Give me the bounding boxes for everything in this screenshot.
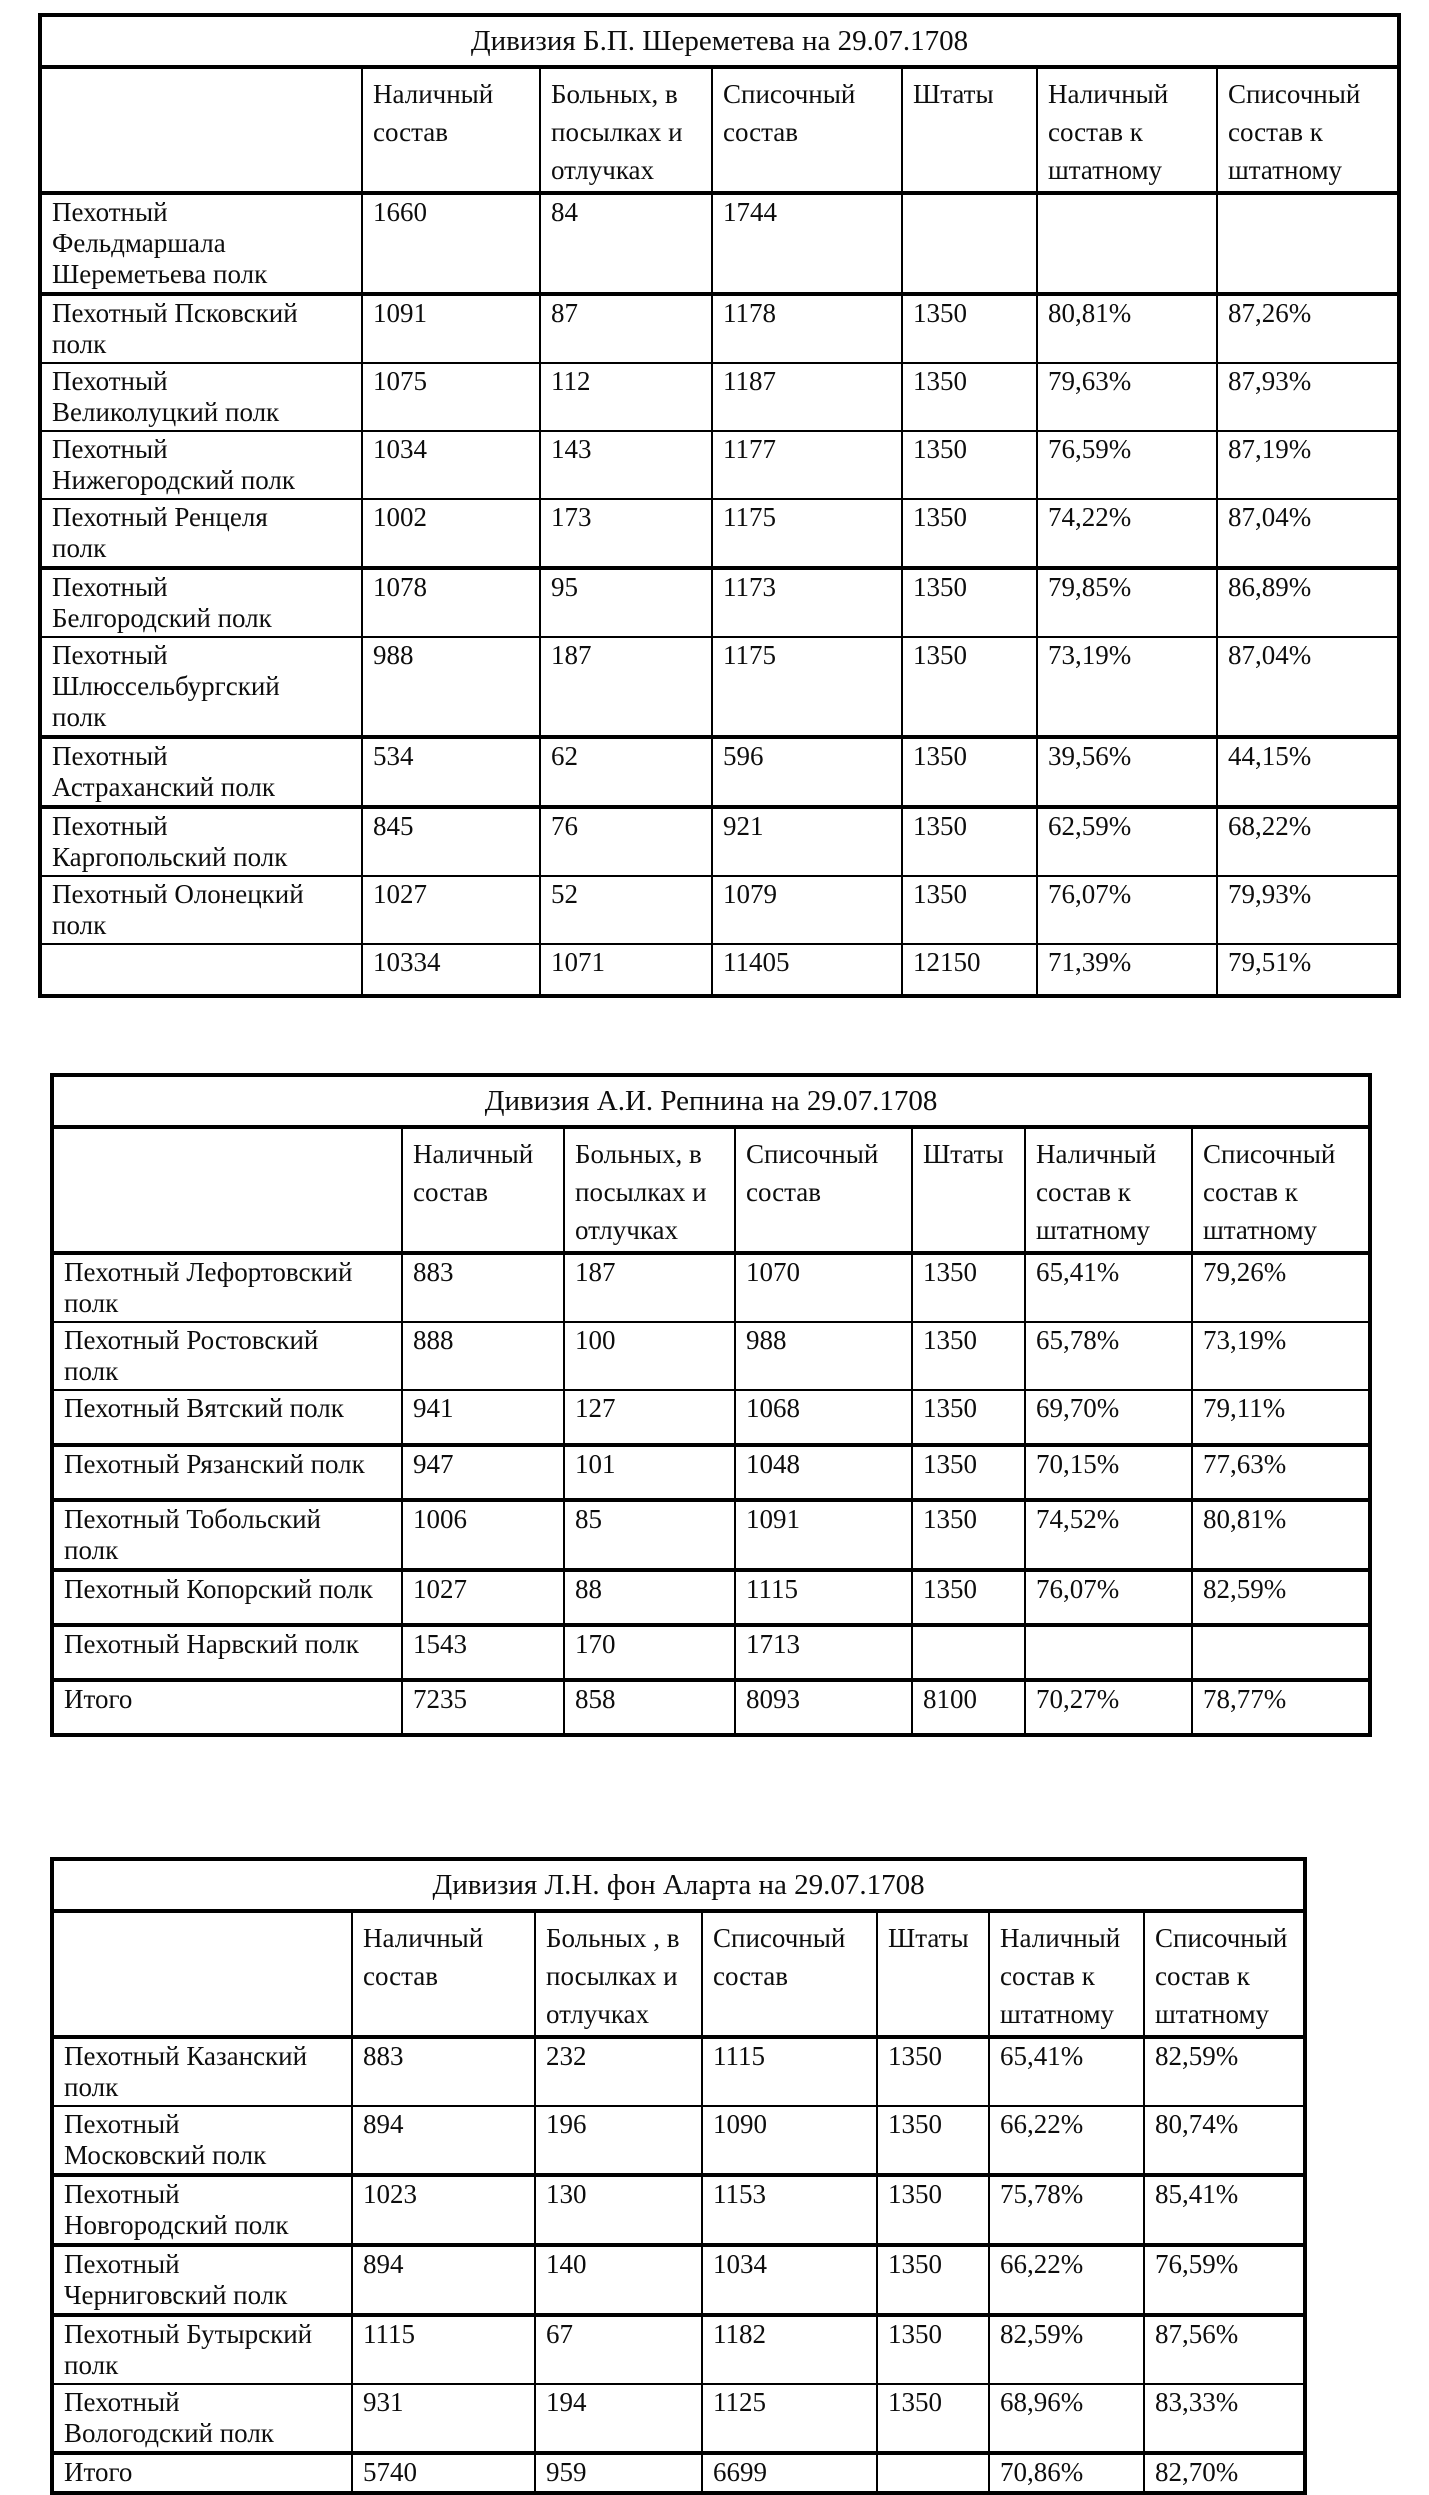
value-cell: 988 bbox=[735, 1322, 912, 1390]
regiment-name-cell: Пехотный Черниговский полк bbox=[52, 2245, 352, 2315]
table-header-row bbox=[52, 1127, 1370, 1253]
regiment-name-cell: Пехотный Каргопольский полк bbox=[40, 807, 362, 876]
value-cell: 1350 bbox=[877, 2384, 989, 2453]
value-cell: 87,19% bbox=[1217, 431, 1399, 499]
value-cell: 1350 bbox=[912, 1253, 1025, 1322]
header-empty-cell bbox=[40, 67, 362, 193]
regiment-name-cell: Пехотный Казанский полк bbox=[52, 2037, 352, 2106]
value-cell: 66,22% bbox=[989, 2245, 1144, 2315]
value-cell: 76,07% bbox=[1025, 1570, 1192, 1625]
regiment-name-cell: Пехотный Новгородский полк bbox=[52, 2175, 352, 2245]
value-cell: 76 bbox=[540, 807, 712, 876]
regiment-name-cell: Пехотный Олонецкий полк bbox=[40, 876, 362, 944]
value-cell: 52 bbox=[540, 876, 712, 944]
value-cell: 173 bbox=[540, 499, 712, 568]
header-cell: Штаты bbox=[902, 67, 1037, 193]
value-cell: 87,04% bbox=[1217, 499, 1399, 568]
table-row bbox=[40, 193, 1399, 294]
value-cell: 140 bbox=[535, 2245, 702, 2315]
total-label-cell: Итого bbox=[52, 1680, 402, 1735]
value-cell: 1350 bbox=[902, 737, 1037, 807]
value-cell: 1079 bbox=[712, 876, 902, 944]
value-cell: 888 bbox=[402, 1322, 564, 1390]
value-cell: 1350 bbox=[902, 807, 1037, 876]
header-cell: Списочный состав к штатному bbox=[1144, 1911, 1305, 2037]
total-value-cell: 8100 bbox=[912, 1680, 1025, 1735]
value-cell: 79,85% bbox=[1037, 568, 1217, 637]
value-cell bbox=[912, 1625, 1025, 1680]
value-cell: 76,59% bbox=[1037, 431, 1217, 499]
value-cell: 947 bbox=[402, 1445, 564, 1500]
table-row bbox=[40, 876, 1399, 944]
table-row bbox=[52, 2384, 1305, 2453]
total-value-cell: 12150 bbox=[902, 944, 1037, 996]
value-cell: 80,81% bbox=[1037, 294, 1217, 363]
value-cell: 67 bbox=[535, 2315, 702, 2384]
value-cell: 931 bbox=[352, 2384, 535, 2453]
table-row bbox=[52, 2106, 1305, 2175]
table-total-row bbox=[40, 944, 1399, 996]
table-header-row bbox=[40, 67, 1399, 193]
table-title-row bbox=[40, 15, 1399, 67]
total-value-cell: 959 bbox=[535, 2453, 702, 2493]
value-cell: 187 bbox=[564, 1253, 735, 1322]
value-cell: 82,59% bbox=[1192, 1570, 1370, 1625]
value-cell: 1002 bbox=[362, 499, 540, 568]
table-row bbox=[52, 1390, 1370, 1445]
table-row bbox=[40, 294, 1399, 363]
value-cell: 65,41% bbox=[989, 2037, 1144, 2106]
table-row bbox=[52, 2315, 1305, 2384]
value-cell: 1187 bbox=[712, 363, 902, 431]
value-cell: 39,56% bbox=[1037, 737, 1217, 807]
value-cell: 1177 bbox=[712, 431, 902, 499]
table-title-row bbox=[52, 1075, 1370, 1127]
value-cell: 76,59% bbox=[1144, 2245, 1305, 2315]
table-title: Дивизия Б.П. Шереметева на 29.07.1708 bbox=[40, 15, 1399, 67]
value-cell: 65,78% bbox=[1025, 1322, 1192, 1390]
value-cell: 100 bbox=[564, 1322, 735, 1390]
value-cell: 894 bbox=[352, 2245, 535, 2315]
regiment-name-cell: Пехотный Тобольский полк bbox=[52, 1500, 402, 1570]
value-cell: 1034 bbox=[362, 431, 540, 499]
division-table-sheremetev bbox=[38, 13, 1401, 998]
regiment-name-cell: Пехотный Нижегородский полк bbox=[40, 431, 362, 499]
table-row bbox=[52, 1322, 1370, 1390]
value-cell: 143 bbox=[540, 431, 712, 499]
value-cell: 80,81% bbox=[1192, 1500, 1370, 1570]
regiment-name-cell: Пехотный Шлюссельбургский полк bbox=[40, 637, 362, 737]
value-cell: 1027 bbox=[402, 1570, 564, 1625]
value-cell: 596 bbox=[712, 737, 902, 807]
division-table-repnin bbox=[50, 1073, 1372, 1737]
table-row bbox=[40, 363, 1399, 431]
value-cell: 1125 bbox=[702, 2384, 877, 2453]
value-cell: 75,78% bbox=[989, 2175, 1144, 2245]
value-cell: 79,11% bbox=[1192, 1390, 1370, 1445]
value-cell: 44,15% bbox=[1217, 737, 1399, 807]
total-value-cell: 8093 bbox=[735, 1680, 912, 1735]
value-cell: 1350 bbox=[902, 294, 1037, 363]
table-row bbox=[52, 2175, 1305, 2245]
regiment-name-cell: Пехотный Рязанский полк bbox=[52, 1445, 402, 1500]
value-cell: 83,33% bbox=[1144, 2384, 1305, 2453]
value-cell: 1034 bbox=[702, 2245, 877, 2315]
header-cell: Наличный состав к штатному bbox=[989, 1911, 1144, 2037]
header-cell: Списочный состав bbox=[702, 1911, 877, 2037]
value-cell: 65,41% bbox=[1025, 1253, 1192, 1322]
regiment-name-cell: Пехотный Фельдмаршала Шереметьева полк bbox=[40, 193, 362, 294]
table-row bbox=[40, 431, 1399, 499]
regiment-name-cell: Пехотный Вятский полк bbox=[52, 1390, 402, 1445]
regiment-name-cell: Пехотный Бутырский полк bbox=[52, 2315, 352, 2384]
value-cell: 79,26% bbox=[1192, 1253, 1370, 1322]
value-cell: 86,89% bbox=[1217, 568, 1399, 637]
total-value-cell: 78,77% bbox=[1192, 1680, 1370, 1735]
value-cell: 1350 bbox=[902, 363, 1037, 431]
value-cell: 112 bbox=[540, 363, 712, 431]
value-cell: 1115 bbox=[735, 1570, 912, 1625]
value-cell: 883 bbox=[352, 2037, 535, 2106]
regiment-name-cell: Пехотный Нарвский полк bbox=[52, 1625, 402, 1680]
value-cell: 196 bbox=[535, 2106, 702, 2175]
value-cell: 170 bbox=[564, 1625, 735, 1680]
value-cell: 1350 bbox=[877, 2037, 989, 2106]
value-cell: 127 bbox=[564, 1390, 735, 1445]
value-cell: 66,22% bbox=[989, 2106, 1144, 2175]
value-cell: 1153 bbox=[702, 2175, 877, 2245]
header-cell: Наличный состав bbox=[362, 67, 540, 193]
value-cell: 88 bbox=[564, 1570, 735, 1625]
regiment-name-cell: Пехотный Великолуцкий полк bbox=[40, 363, 362, 431]
header-cell: Наличный состав bbox=[352, 1911, 535, 2037]
regiment-name-cell: Пехотный Копорский полк bbox=[52, 1570, 402, 1625]
value-cell: 68,22% bbox=[1217, 807, 1399, 876]
regiment-name-cell: Пехотный Вологодский полк bbox=[52, 2384, 352, 2453]
value-cell: 130 bbox=[535, 2175, 702, 2245]
value-cell: 1744 bbox=[712, 193, 902, 294]
total-value-cell: 858 bbox=[564, 1680, 735, 1735]
value-cell: 1350 bbox=[912, 1390, 1025, 1445]
total-value-cell: 71,39% bbox=[1037, 944, 1217, 996]
header-cell: Штаты bbox=[877, 1911, 989, 2037]
value-cell: 62 bbox=[540, 737, 712, 807]
value-cell bbox=[902, 193, 1037, 294]
header-cell: Списочный состав к штатному bbox=[1217, 67, 1399, 193]
total-value-cell: 11405 bbox=[712, 944, 902, 996]
value-cell: 1350 bbox=[877, 2245, 989, 2315]
value-cell bbox=[1037, 193, 1217, 294]
table-row bbox=[52, 2037, 1305, 2106]
value-cell: 85,41% bbox=[1144, 2175, 1305, 2245]
value-cell bbox=[1025, 1625, 1192, 1680]
regiment-name-cell bbox=[40, 944, 362, 996]
value-cell: 1350 bbox=[902, 431, 1037, 499]
value-cell: 1350 bbox=[877, 2106, 989, 2175]
header-empty-cell bbox=[52, 1127, 402, 1253]
table-total-row bbox=[52, 1680, 1370, 1735]
value-cell: 1350 bbox=[912, 1322, 1025, 1390]
table-row bbox=[40, 637, 1399, 737]
value-cell: 70,15% bbox=[1025, 1445, 1192, 1500]
table-row bbox=[52, 1570, 1370, 1625]
value-cell: 79,93% bbox=[1217, 876, 1399, 944]
regiment-name-cell: Пехотный Ренцеля полк bbox=[40, 499, 362, 568]
table-title-row bbox=[52, 1859, 1305, 1911]
total-value-cell: 70,27% bbox=[1025, 1680, 1192, 1735]
value-cell: 232 bbox=[535, 2037, 702, 2106]
division-table-allart bbox=[50, 1857, 1307, 2495]
header-cell: Списочный состав bbox=[735, 1127, 912, 1253]
total-value-cell: 10334 bbox=[362, 944, 540, 996]
value-cell: 1078 bbox=[362, 568, 540, 637]
regiment-name-cell: Пехотный Лефортовский полк bbox=[52, 1253, 402, 1322]
value-cell: 845 bbox=[362, 807, 540, 876]
value-cell: 1175 bbox=[712, 637, 902, 737]
value-cell: 87,93% bbox=[1217, 363, 1399, 431]
value-cell: 1350 bbox=[912, 1500, 1025, 1570]
header-cell: Наличный состав к штатному bbox=[1025, 1127, 1192, 1253]
table-row bbox=[40, 737, 1399, 807]
value-cell: 1350 bbox=[902, 637, 1037, 737]
total-value-cell: 70,86% bbox=[989, 2453, 1144, 2493]
value-cell: 79,63% bbox=[1037, 363, 1217, 431]
value-cell: 988 bbox=[362, 637, 540, 737]
value-cell: 1175 bbox=[712, 499, 902, 568]
value-cell: 1070 bbox=[735, 1253, 912, 1322]
table-row bbox=[40, 807, 1399, 876]
total-value-cell: 5740 bbox=[352, 2453, 535, 2493]
total-value-cell: 1071 bbox=[540, 944, 712, 996]
value-cell: 76,07% bbox=[1037, 876, 1217, 944]
value-cell: 534 bbox=[362, 737, 540, 807]
value-cell: 1068 bbox=[735, 1390, 912, 1445]
value-cell: 1350 bbox=[877, 2175, 989, 2245]
total-value-cell: 79,51% bbox=[1217, 944, 1399, 996]
table-title: Дивизия А.И. Репнина на 29.07.1708 bbox=[52, 1075, 1370, 1127]
header-cell: Наличный состав к штатному bbox=[1037, 67, 1217, 193]
value-cell: 1350 bbox=[912, 1570, 1025, 1625]
value-cell: 187 bbox=[540, 637, 712, 737]
header-cell: Наличный состав bbox=[402, 1127, 564, 1253]
value-cell: 73,19% bbox=[1192, 1322, 1370, 1390]
value-cell: 62,59% bbox=[1037, 807, 1217, 876]
value-cell: 1178 bbox=[712, 294, 902, 363]
value-cell: 87 bbox=[540, 294, 712, 363]
value-cell: 74,52% bbox=[1025, 1500, 1192, 1570]
value-cell: 1660 bbox=[362, 193, 540, 294]
table-total-row bbox=[52, 2453, 1305, 2493]
regiment-name-cell: Пехотный Псковский полк bbox=[40, 294, 362, 363]
table-row bbox=[52, 1625, 1370, 1680]
value-cell: 1090 bbox=[702, 2106, 877, 2175]
regiment-name-cell: Пехотный Астраханский полк bbox=[40, 737, 362, 807]
header-cell: Списочный состав к штатному bbox=[1192, 1127, 1370, 1253]
value-cell bbox=[1192, 1625, 1370, 1680]
header-cell: Больных , в посылках и отлучках bbox=[535, 1911, 702, 2037]
value-cell: 1023 bbox=[352, 2175, 535, 2245]
total-value-cell: 6699 bbox=[702, 2453, 877, 2493]
total-value-cell: 7235 bbox=[402, 1680, 564, 1735]
value-cell: 87,26% bbox=[1217, 294, 1399, 363]
regiment-name-cell: Пехотный Ростовский полк bbox=[52, 1322, 402, 1390]
value-cell: 87,56% bbox=[1144, 2315, 1305, 2384]
table-header-row bbox=[52, 1911, 1305, 2037]
value-cell: 1048 bbox=[735, 1445, 912, 1500]
value-cell: 80,74% bbox=[1144, 2106, 1305, 2175]
value-cell: 1350 bbox=[902, 568, 1037, 637]
value-cell: 73,19% bbox=[1037, 637, 1217, 737]
total-label-cell: Итого bbox=[52, 2453, 352, 2493]
total-value-cell bbox=[877, 2453, 989, 2493]
value-cell: 82,59% bbox=[1144, 2037, 1305, 2106]
value-cell: 1713 bbox=[735, 1625, 912, 1680]
value-cell: 1173 bbox=[712, 568, 902, 637]
header-empty-cell bbox=[52, 1911, 352, 2037]
value-cell: 1350 bbox=[877, 2315, 989, 2384]
value-cell: 1115 bbox=[702, 2037, 877, 2106]
table-row bbox=[52, 1253, 1370, 1322]
table-row bbox=[52, 1500, 1370, 1570]
value-cell: 1350 bbox=[902, 876, 1037, 944]
value-cell: 87,04% bbox=[1217, 637, 1399, 737]
value-cell: 1006 bbox=[402, 1500, 564, 1570]
value-cell: 941 bbox=[402, 1390, 564, 1445]
table-row bbox=[52, 1445, 1370, 1500]
header-cell: Списочный состав bbox=[712, 67, 902, 193]
value-cell: 1543 bbox=[402, 1625, 564, 1680]
value-cell: 1091 bbox=[362, 294, 540, 363]
value-cell: 85 bbox=[564, 1500, 735, 1570]
value-cell: 1182 bbox=[702, 2315, 877, 2384]
value-cell: 74,22% bbox=[1037, 499, 1217, 568]
value-cell: 82,59% bbox=[989, 2315, 1144, 2384]
value-cell: 95 bbox=[540, 568, 712, 637]
table-row bbox=[52, 2245, 1305, 2315]
value-cell: 194 bbox=[535, 2384, 702, 2453]
regiment-name-cell: Пехотный Московский полк bbox=[52, 2106, 352, 2175]
regiment-name-cell: Пехотный Белгородский полк bbox=[40, 568, 362, 637]
table-row bbox=[40, 568, 1399, 637]
value-cell: 1091 bbox=[735, 1500, 912, 1570]
scanned-document-page bbox=[0, 13, 1429, 2487]
value-cell: 77,63% bbox=[1192, 1445, 1370, 1500]
value-cell: 883 bbox=[402, 1253, 564, 1322]
value-cell: 1350 bbox=[912, 1445, 1025, 1500]
value-cell: 1115 bbox=[352, 2315, 535, 2384]
value-cell: 921 bbox=[712, 807, 902, 876]
value-cell: 69,70% bbox=[1025, 1390, 1192, 1445]
value-cell: 894 bbox=[352, 2106, 535, 2175]
table-row bbox=[40, 499, 1399, 568]
value-cell: 68,96% bbox=[989, 2384, 1144, 2453]
value-cell: 1075 bbox=[362, 363, 540, 431]
value-cell: 1027 bbox=[362, 876, 540, 944]
value-cell bbox=[1217, 193, 1399, 294]
value-cell: 84 bbox=[540, 193, 712, 294]
header-cell: Штаты bbox=[912, 1127, 1025, 1253]
value-cell: 1350 bbox=[902, 499, 1037, 568]
total-value-cell: 82,70% bbox=[1144, 2453, 1305, 2493]
value-cell: 101 bbox=[564, 1445, 735, 1500]
table-title: Дивизия Л.Н. фон Аларта на 29.07.1708 bbox=[52, 1859, 1305, 1911]
header-cell: Больных, в посылках и отлучках bbox=[564, 1127, 735, 1253]
header-cell: Больных, в посылках и отлучках bbox=[540, 67, 712, 193]
